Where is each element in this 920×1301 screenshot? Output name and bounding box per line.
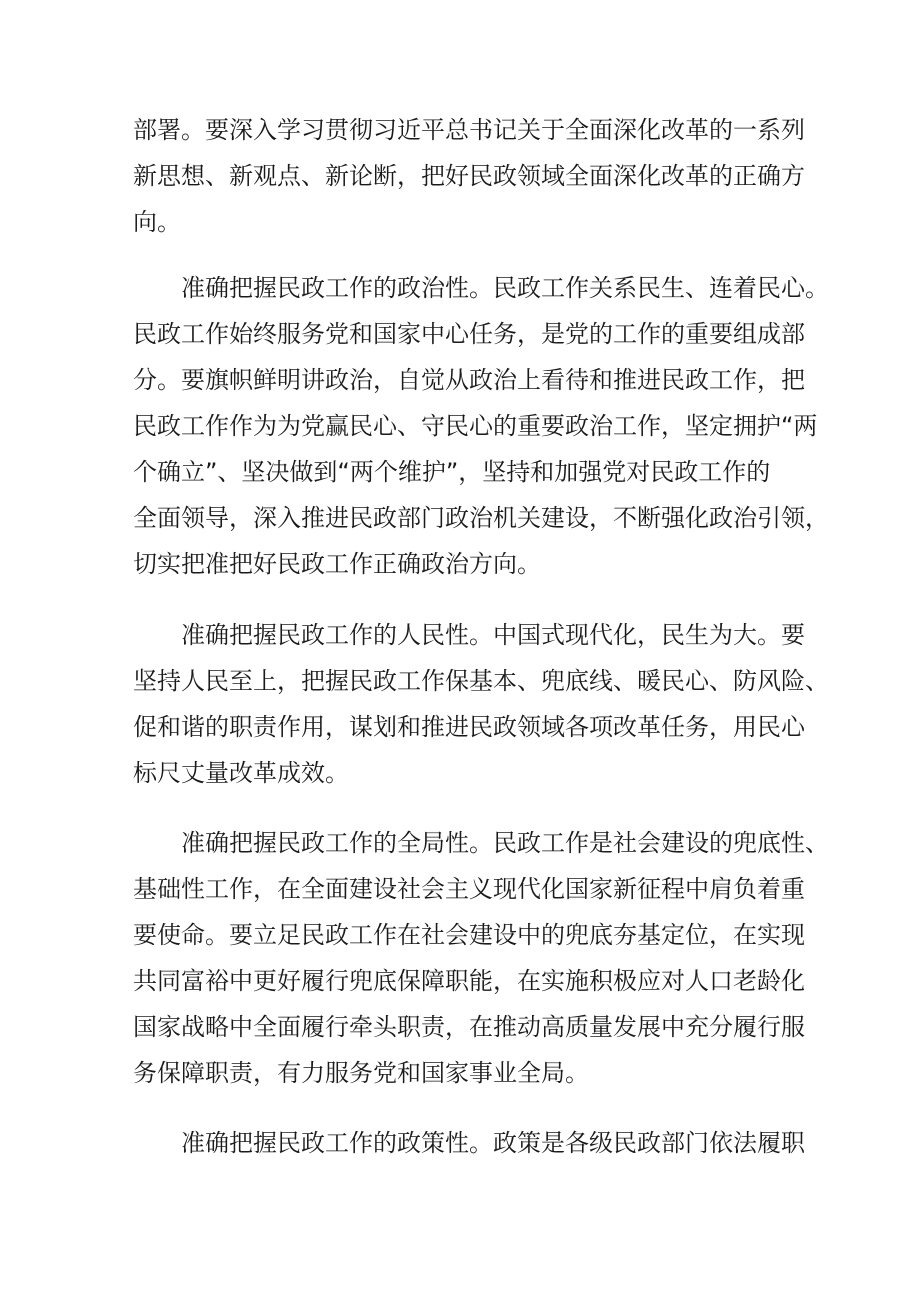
text-line: 国家战略中全面履行牵头职责，在推动高质量发展中充分履行服 — [133, 1013, 805, 1041]
text-line: 要使命。要立足民政工作在社会建设中的兜底夯基定位，在实现 — [133, 921, 805, 949]
text-line: 向。 — [133, 208, 181, 236]
text-line: 准确把握民政工作的全局性。民政工作是社会建设的兜底性、 — [181, 829, 829, 857]
text-line: 标尺丈量改革成效。 — [133, 759, 349, 787]
text-line: 准确把握民政工作的政策性。政策是各级民政部门依法履职 — [181, 1129, 805, 1157]
paragraph-2 — [133, 265, 829, 587]
text-line: 共同富裕中更好履行兜底保障职能，在实施积极应对人口老龄化 — [133, 967, 805, 995]
text-line: 民政工作始终服务党和国家中心任务，是党的工作的重要组成部 — [133, 320, 805, 348]
text-line: 全面领导，深入推进民政部门政治机关建设，不断强化政治引领， — [133, 504, 829, 532]
text-line: 坚持人民至上，把握民政工作保基本、兜底线、暖民心、防风险、 — [133, 667, 829, 695]
text-line: 新思想、新观点、新论断，把好民政领域全面深化改革的正确方 — [133, 162, 805, 190]
paragraph-5 — [133, 1120, 805, 1166]
text-line: 务保障职责，有力服务党和国家事业全局。 — [133, 1059, 589, 1087]
paragraph-3 — [133, 612, 829, 796]
text-line: 分。要旗帜鲜明讲政治，自觉从政治上看待和推进民政工作，把 — [133, 366, 805, 394]
text-line: 个确立”、坚决做到“两个维护”，坚持和加强党对民政工作的 — [133, 458, 771, 486]
text-line: 促和谐的职责作用，谋划和推进民政领域各项改革任务，用民心 — [133, 713, 805, 741]
text-line: 准确把握民政工作的政治性。民政工作关系民生、连着民心。 — [181, 274, 829, 302]
text-line: 部署。要深入学习贯彻习近平总书记关于全面深化改革的一系列 — [133, 116, 805, 144]
text-line: 基础性工作，在全面建设社会主义现代化国家新征程中肩负着重 — [133, 875, 805, 903]
paragraph-4 — [133, 820, 829, 1096]
text-line: 民政工作作为为党赢民心、守民心的重要政治工作，坚定拥护“两 — [133, 412, 818, 440]
text-line: 切实把准把好民政工作正确政治方向。 — [133, 550, 541, 578]
text-line: 准确把握民政工作的人民性。中国式现代化，民生为大。要 — [181, 621, 805, 649]
paragraph-1 — [133, 107, 805, 245]
